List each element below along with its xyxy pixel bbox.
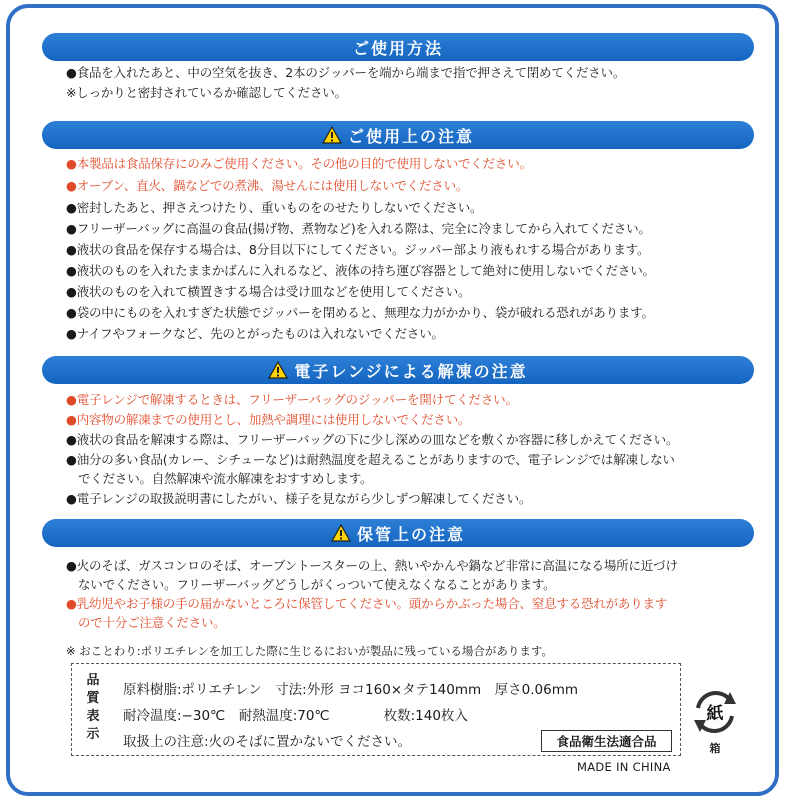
warning-icon [268,361,288,379]
caution-line-7: ●液状のものを入れて横置きする場合は受け皿などを使用してください。 [66,284,471,299]
quality-label-char: 質 [86,691,100,706]
spec-row-handling: 取扱上の注意:火のそばに置かないでください。 [123,734,412,750]
recycle-label: 箱 [709,742,721,755]
spec-row-material: 原料樹脂:ポリエチレン 寸法:外形 ヨコ160×タテ140mm 厚さ0.06mm [123,682,579,698]
microwave-line-5: でください。自然解凍や流水解凍をおすすめします。 [78,471,373,486]
recycle-mark [690,688,740,755]
storage-banner [42,519,754,547]
storage-line-2: ないでください。フリーザーバッグどうしがくっついて使えなくなることがあります。 [78,577,556,592]
spec-row-temperature: 耐冷温度:−30℃ 耐熱温度:70℃ 枚数:140枚入 [123,708,468,724]
caution-line-1: ●本製品は食品保存にのみご使用ください。その他の目的で使用しないでください。 [66,156,532,171]
recycle-char: 紙 [706,704,724,724]
caution-line-3: ●密封したあと、押さえつけたり、重いものをのせたりしないでください。 [66,200,483,215]
caution-line-6: ●液状のものを入れたままかばんに入れるなど、液体の持ち運び容器として絶対に使用しないでください。 [66,263,655,278]
storage-line-4: ので十分ご注意ください。 [78,615,226,630]
warning-icon [322,126,342,144]
quality-label-char: 示 [86,727,100,742]
quality-label-heading [84,672,102,744]
certification-badge: 食品衛生法適合品 [541,730,672,752]
quality-label-char: 表 [86,709,100,724]
caution-line-5: ●液状の食品を保存する場合は、8分目以下にしてください。ジッパー部より液もれする場合があります。 [66,242,650,257]
caution-line-4: ●フリーザーバッグに高温の食品(揚げ物、煮物など)を入れる際は、完全に冷ましてから入れてください。 [66,221,651,236]
storage-line-3: ●乳幼児やお子様の手の届かないところに保管してください。頭からかぶった場合、窒息する恐れがあります [66,596,668,611]
microwave-line-3: ●液状の食品を解凍する際は、フリーザーバッグの下に少し深めの皿などを敷くか容器に移しかえてください。 [66,432,679,447]
caution-line-2: ●オーブン、直火、鍋などでの煮沸、湯せんには使用しないでください。 [66,178,469,193]
caution-banner [42,121,754,149]
microwave-line-2: ●内容物の解凍までの使用とし、加熱や調理には使用しないでください。 [66,412,471,427]
disclaimer-note: ※ おことわり:ポリエチレンを加工した際に生じるにおいが製品に残っている場合があります。 [66,644,553,658]
caution-title: ご使用上の注意 [347,126,474,146]
storage-title: 保管上の注意 [356,524,465,544]
microwave-line-1: ●電子レンジで解凍するときは、フリーザーバッグのジッパーを開けてください。 [66,392,518,407]
quality-label-char: 品 [86,673,100,688]
usage-line-2: ※しっかりと密封されているか確認してください。 [66,85,347,100]
microwave-line-4: ●油分の多い食品(カレー、シチューなど)は耐熱温度を超えることがありますので、電子レンジでは解凍しない [66,452,675,467]
microwave-banner [42,356,754,384]
storage-line-1: ●火のそば、ガスコンロのそば、オーブントースターの上、熱いやかんや鍋など非常に高温になる場所に近づけ [66,558,678,573]
caution-line-9: ●ナイフやフォークなど、先のとがったものは入れないでください。 [66,326,444,341]
microwave-line-6: ●電子レンジの取扱説明書にしたがい、様子を見ながら少しずつ解凍してください。 [66,491,532,506]
warning-icon [331,524,351,542]
usage-line-1: ●食品を入れたあと、中の空気を抜き、2本のジッパーを端から端まで指で押さえて閉めてください。 [66,65,626,80]
recycle-icon [690,688,740,736]
usage-banner [42,33,754,61]
caution-line-8: ●袋の中にものを入れすぎた状態でジッパーを閉めると、無理な力がかかり、袋が破れる恐れがあります。 [66,305,654,320]
origin-label: MADE IN CHINA [577,760,671,774]
usage-title: ご使用方法 [352,38,443,58]
microwave-title: 電子レンジによる解凍の注意 [294,361,528,381]
